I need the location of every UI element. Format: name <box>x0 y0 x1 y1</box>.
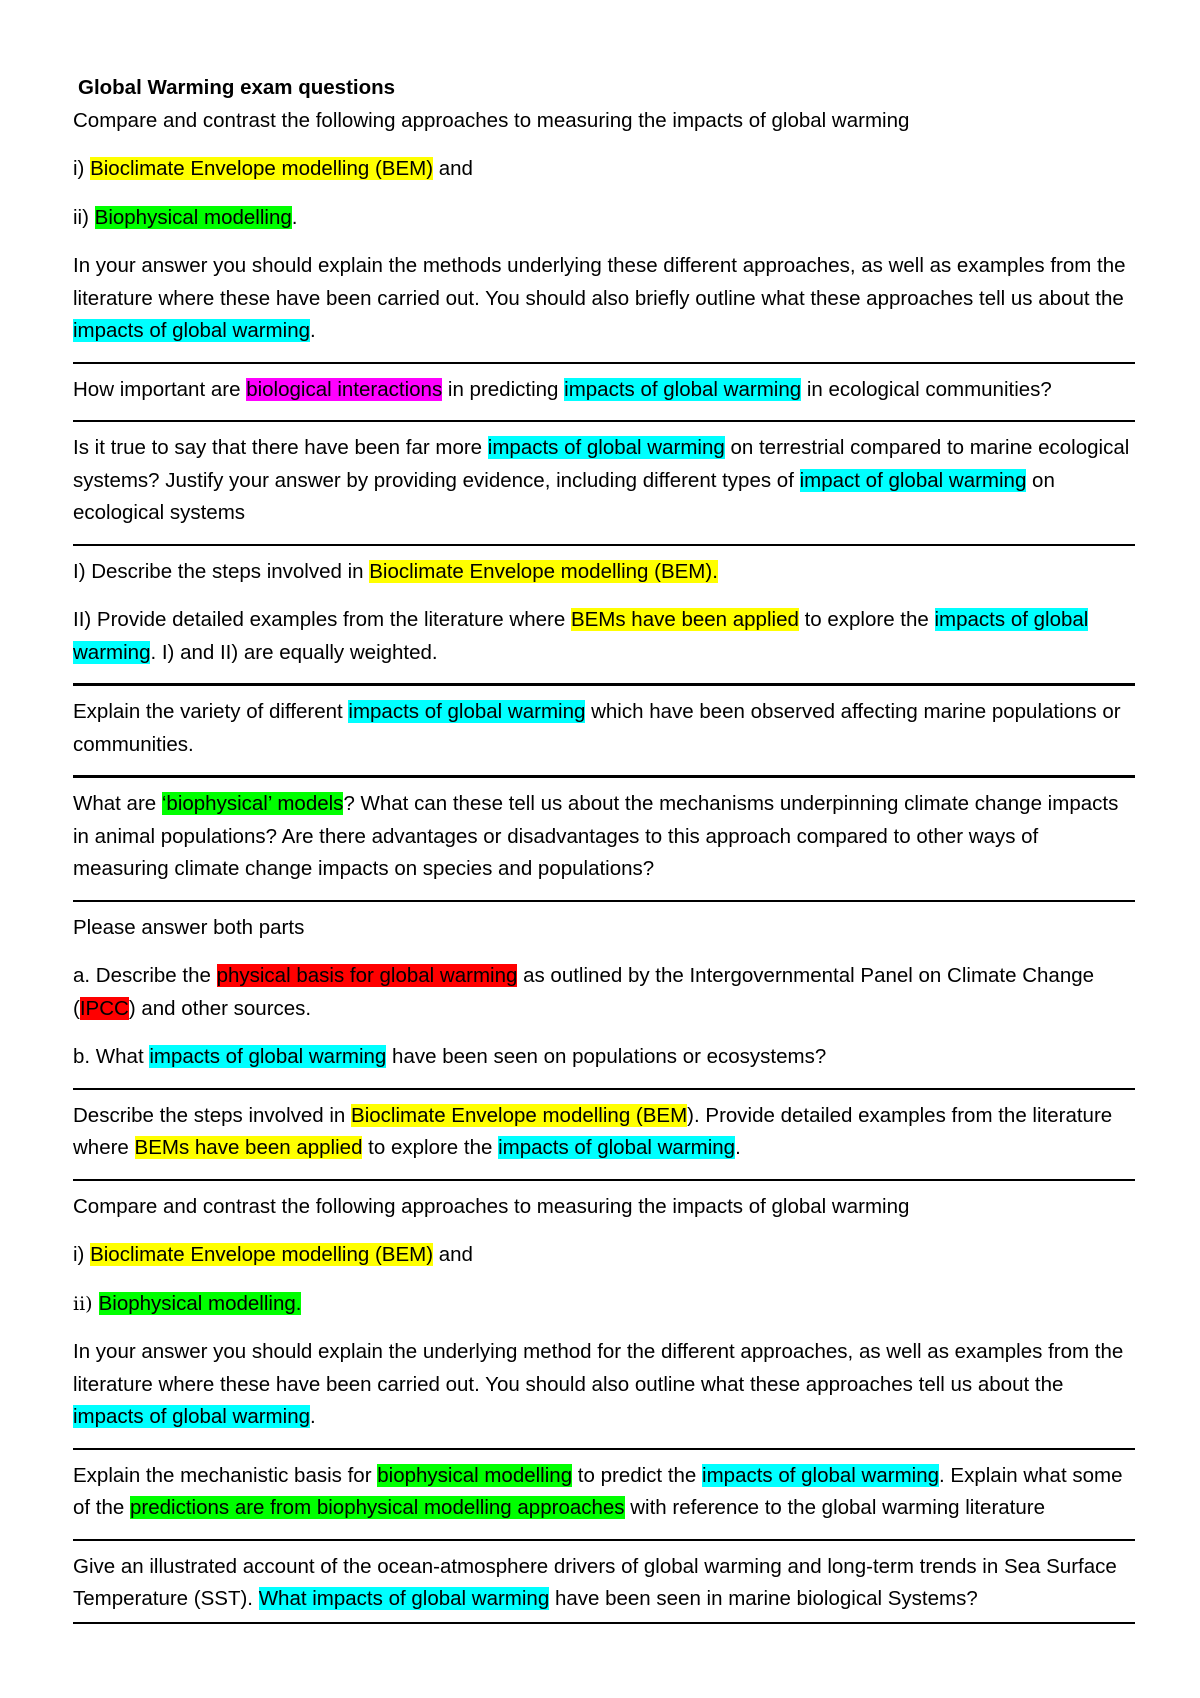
question-6 <box>73 788 1135 886</box>
question-1-body <box>73 250 1135 348</box>
q1-body-highlight: impacts of global warming <box>73 319 310 342</box>
separator <box>73 683 1135 686</box>
q9-i-label: i) <box>73 1243 91 1266</box>
q1-ii-suffix: . <box>291 205 298 229</box>
q7-a-text-c: ) and other sources. <box>128 996 312 1020</box>
question-9-part-ii <box>73 1288 1135 1321</box>
question-4-part-2 <box>73 604 1135 669</box>
q10-text-c: . Explain what some of the <box>73 1463 1123 1519</box>
q3-text-c: on ecological systems <box>73 468 1055 524</box>
separator <box>73 1179 1135 1181</box>
q9-i-suffix: and <box>433 1243 473 1266</box>
question-10 <box>73 1460 1135 1525</box>
question-9-body <box>73 1336 1135 1434</box>
q6-text-a: What are <box>73 792 162 815</box>
q8-highlight-3: impacts of global warming <box>498 1136 736 1159</box>
question-7-part-b <box>73 1041 1135 1074</box>
q10-highlight-2: impacts of global warming <box>702 1463 940 1487</box>
q3-text-b: on terrestrial compared to marine ecological systems? Justify your answer by providing evidence, including different types of <box>73 436 1130 492</box>
separator <box>73 544 1135 546</box>
q2-text-b: in predicting <box>442 377 565 401</box>
question-9-part-i <box>73 1239 1135 1272</box>
q1-i-suffix: and <box>433 157 473 180</box>
q2-highlight-2: impacts of global warming <box>564 377 802 401</box>
q3-highlight-2: impact of global warming <box>799 468 1027 492</box>
question-8 <box>73 1100 1135 1165</box>
question-3 <box>73 432 1135 530</box>
q8-text-a: Describe the steps involved in <box>73 1103 352 1127</box>
q9-ii-label: ii) <box>73 1292 99 1315</box>
question-4-part-1 <box>73 556 1135 589</box>
question-11 <box>73 1551 1135 1616</box>
question-1-part-i <box>73 153 1135 186</box>
document-page <box>73 72 1135 1634</box>
q10-text-d: with reference to the global warming literature <box>624 1496 1046 1519</box>
separator <box>73 900 1135 902</box>
q1-i-highlight: Bioclimate Envelope modelling (BEM) <box>90 157 434 180</box>
q9-ii-highlight: Biophysical modelling. <box>98 1291 302 1315</box>
document-title: Global Warming exam questions <box>78 76 396 99</box>
separator <box>73 1448 1135 1450</box>
question-1-part-ii <box>73 202 1135 235</box>
q9-body-highlight: impacts of global warming <box>73 1405 310 1428</box>
q5-text-a: Explain the variety of different <box>73 700 349 723</box>
q1-ii-label: ii) <box>73 205 95 229</box>
q6-highlight: ‘biophysical’ models <box>161 792 344 815</box>
q4-p1-highlight: Bioclimate Envelope modelling (BEM). <box>369 559 718 583</box>
q7-b-text-b: have been seen on populations or ecosystems? <box>386 1045 827 1068</box>
q9-i-highlight: Bioclimate Envelope modelling (BEM) <box>90 1243 434 1266</box>
q10-text-a: Explain the mechanistic basis for <box>73 1463 378 1487</box>
q1-body-end: . <box>310 319 316 342</box>
q8-text-b: ). Provide detailed examples from the literature where <box>73 1103 1113 1159</box>
question-7-intro: Please answer both parts <box>73 915 305 939</box>
q7-b-text-a: b. What <box>73 1045 150 1068</box>
separator <box>73 1622 1135 1624</box>
q5-highlight: impacts of global warming <box>348 700 586 723</box>
separator <box>73 775 1135 778</box>
q9-body-text: In your answer you should explain the underlying method for the different approaches, as well as examples from the literature where these have been carried out. You should also outline what these approaches tell us about the <box>73 1340 1124 1396</box>
q2-text-a: How important are <box>73 377 247 401</box>
q3-highlight-1: impacts of global warming <box>487 436 725 459</box>
q1-ii-highlight: Biophysical modelling <box>94 205 292 229</box>
q10-highlight-3: predictions are from biophysical modelling approaches <box>130 1496 625 1519</box>
q4-p2-highlight-2: impacts of global warming <box>73 608 1089 664</box>
q2-text-c: in ecological communities? <box>801 377 1052 401</box>
q3-text-a: Is it true to say that there have been far more <box>73 436 488 459</box>
question-1-intro: Compare and contrast the following approaches to measuring the impacts of global warming <box>73 108 910 132</box>
q8-text-d: . <box>735 1136 741 1159</box>
q10-text-b: to predict the <box>572 1463 703 1487</box>
q2-highlight-1: biological interactions <box>246 377 443 401</box>
separator <box>73 1088 1135 1090</box>
q8-highlight-1: Bioclimate Envelope modelling (BEM <box>351 1103 688 1127</box>
q5-text-b: which have been observed affecting marine populations or communities. <box>73 700 1121 756</box>
q11-text-b: have been seen in marine biological Systems? <box>549 1587 978 1610</box>
q11-highlight: What impacts of global warming <box>258 1587 550 1610</box>
q6-text-b: ? What can these tell us about the mechanisms underpinning climate change impacts in animal populations? Are there advantages or disadvantages to this approach compared to other ways of measuring climate change impacts on species and populations? <box>73 792 1119 880</box>
question-2 <box>73 374 1135 407</box>
separator <box>73 1539 1135 1541</box>
q4-p2-text-a: II) Provide detailed examples from the literature where <box>73 608 571 631</box>
q7-b-highlight: impacts of global warming <box>149 1045 387 1068</box>
q8-text-c: to explore the <box>362 1136 499 1159</box>
q9-body-end: . <box>310 1405 316 1428</box>
separator <box>73 362 1135 364</box>
q4-p2-highlight-1: BEMs have been applied <box>570 608 799 631</box>
question-5 <box>73 696 1135 761</box>
separator <box>73 420 1135 422</box>
q7-a-highlight-2: IPCC <box>79 996 129 1020</box>
question-7-part-a <box>73 960 1135 1025</box>
q1-body-text: In your answer you should explain the methods underlying these different approaches, as well as examples from the literature where these have been carried out. You should also briefly outline what these approaches tell us about the <box>73 254 1126 310</box>
q4-p1-text: I) Describe the steps involved in <box>73 559 370 583</box>
q7-a-text-b: as outlined by the Intergovernmental Panel on Climate Change ( <box>73 964 1095 1020</box>
q4-p2-text-c: . I) and II) are equally weighted. <box>150 640 438 664</box>
q7-a-text-a: a. Describe the <box>73 964 217 987</box>
question-9-intro: Compare and contrast the following approaches to measuring the impacts of global warming <box>73 1194 910 1218</box>
q11-text-a: Give an illustrated account of the ocean-atmosphere drivers of global warming and long-term trends in Sea Surface Temperature (SST). <box>73 1554 1117 1610</box>
q7-a-highlight-1: physical basis for global warming <box>216 964 518 987</box>
q1-i-label: i) <box>73 157 91 180</box>
q4-p2-text-b: to explore the <box>798 608 935 631</box>
q8-highlight-2: BEMs have been applied <box>134 1136 363 1159</box>
q10-highlight-1: biophysical modelling <box>377 1463 573 1487</box>
